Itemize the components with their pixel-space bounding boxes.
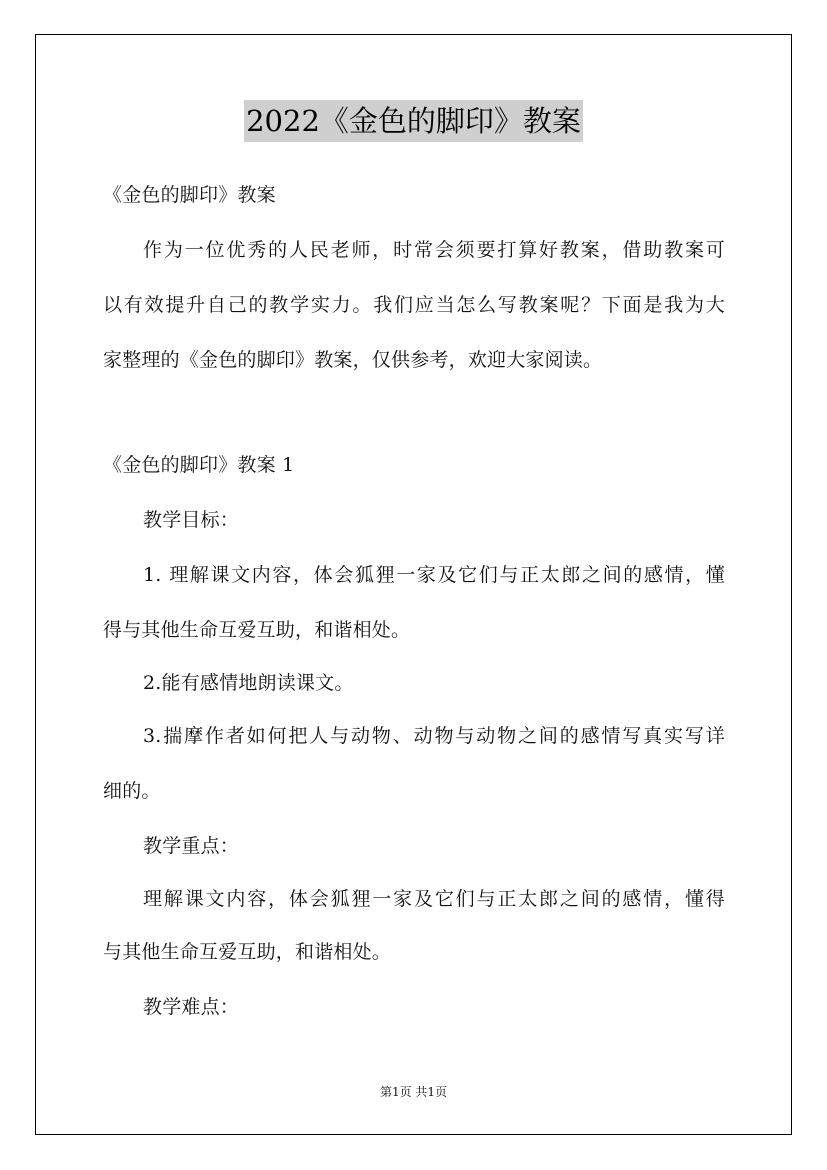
key-points-label: 教学重点： xyxy=(143,835,240,857)
intro-line-1: 作为一位优秀的人民老师，时常会须要打算好教案，借助教案可 xyxy=(143,239,725,261)
goal-1-line-1: 1. 理解课文内容，体会狐狸一家及它们与正太郎之间的感情，懂 xyxy=(143,564,725,586)
document-subtitle: 《金色的脚印》教案 xyxy=(103,184,276,206)
intro-line-3: 家整理的《金色的脚印》教案，仅供参考，欢迎大家阅读。 xyxy=(103,349,603,371)
goal-3-line-1: 3.揣摩作者如何把人与动物、动物与动物之间的感情写真实写详 xyxy=(143,725,725,747)
page-footer: 第1页 共1页 xyxy=(379,1085,448,1099)
difficulty-label: 教学难点： xyxy=(143,996,240,1018)
title-container xyxy=(0,100,827,142)
goals-label: 教学目标： xyxy=(143,509,240,531)
key-points-line-2: 与其他生命互爱互助，和谐相处。 xyxy=(103,941,392,963)
goal-1-line-2: 得与其他生命互爱互助，和谐相处。 xyxy=(103,619,411,641)
section-heading: 《金色的脚印》教案 1 xyxy=(103,454,295,476)
goal-3-line-2: 细的。 xyxy=(103,780,161,802)
intro-line-2: 以有效提升自己的教学实力。我们应当怎么写教案呢？下面是我为大 xyxy=(103,294,725,316)
document-title: 2022《金色的脚印》教案 xyxy=(244,100,583,142)
key-points-line-1: 理解课文内容，体会狐狸一家及它们与正太郎之间的感情，懂得 xyxy=(143,888,725,910)
goal-2: 2.能有感情地朗读课文。 xyxy=(143,672,354,694)
